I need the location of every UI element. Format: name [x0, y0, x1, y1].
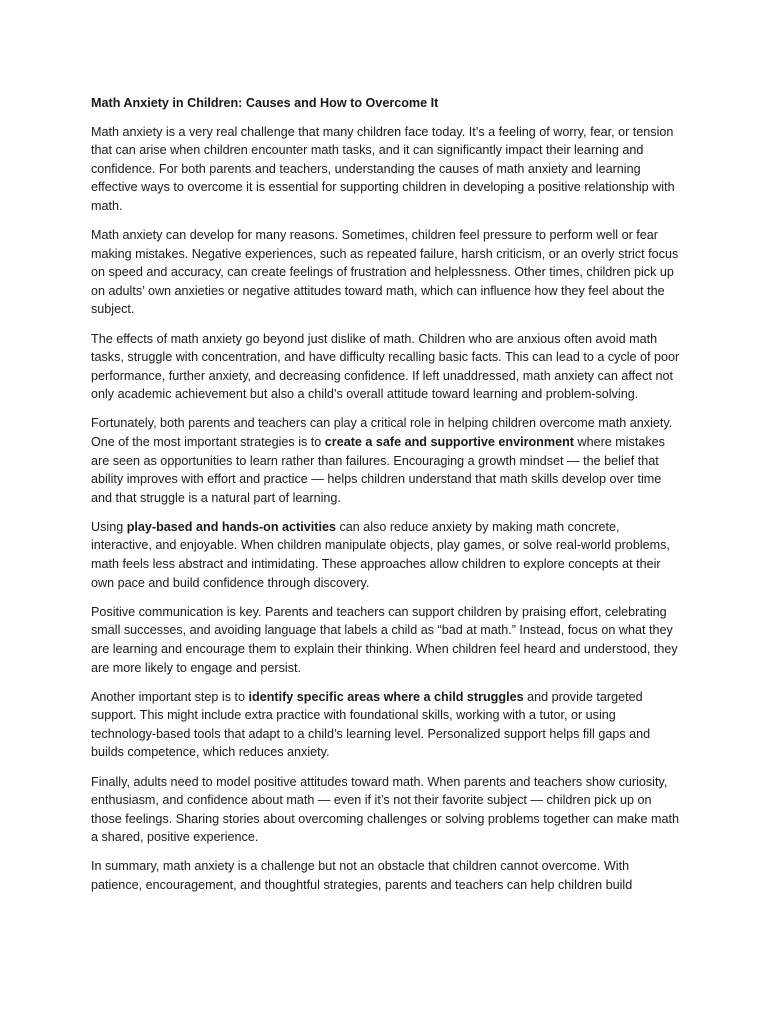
paragraph-text: where mistakes are seen as opportunities to learn rather than failures. Encouraging a growth mindset — the belief that ability improves with effort and practice — helps children understand that math skills develop over time and that struggle is a natural part of learning.: [91, 435, 665, 505]
paragraph-text: can also reduce anxiety by making math concrete, interactive, and enjoyable. When children manipulate objects, play games, or solve real-world problems, math feels less abstract and intimidating. These approaches allow children to explore concepts at their own pace and build confidence through discovery.: [91, 519, 670, 590]
paragraph-text: Math anxiety is a very real challenge that many children face today. It’s a feeling of worry, fear, or tension that can arise when children encounter math tasks, and it can significantly impact their learning and confidence. For both parents and teachers, understanding the causes of math anxiety and learning effective ways to overcome it is essential for supporting children in developing a positive relationship with math.: [91, 124, 675, 213]
paragraph-summary: [91, 857, 681, 894]
document-title: Math Anxiety in Children: Causes and How to Overcome It: [91, 96, 439, 110]
paragraph-text: Finally, adults need to model positive attitudes toward math. When parents and teachers show curiosity, enthusiasm, and confidence about math — even if it’s not their favorite subject — children pick up on those feelings. Sharing stories about overcoming challenges or solving problems together can make math a shared, positive experience.: [91, 774, 680, 845]
paragraph-text: Using: [91, 519, 127, 534]
paragraph-text: Math anxiety can develop for many reasons. Sometimes, children feel pressure to perform well or fear making mistakes. Negative experiences, such as repeated failure, harsh criticism, or an overly strict focus on speed and accuracy, can create feelings of frustration and helplessness. Other times, children pick up on adults’ own anxieties or negative attitudes toward math, which can influence how they feel about the subject.: [91, 228, 679, 317]
paragraph-emphasis: create a safe and supportive environment: [324, 435, 574, 449]
paragraph-identify-struggles: [91, 688, 681, 762]
paragraph-emphasis: identify specific areas where a child struggles: [248, 689, 524, 704]
paragraph-effects: [91, 330, 681, 404]
paragraph-text: In summary, math anxiety is a challenge but not an obstacle that children cannot overcome. With patience, encouragement, and thoughtful strategies, parents and teachers can help children build: [91, 859, 633, 892]
paragraph-intro: [91, 123, 681, 216]
paragraph-text: The effects of math anxiety go beyond just dislike of math. Children who are anxious often avoid math tasks, struggle with concentration, and have difficulty recalling basic facts. This can lead to a cycle of poor performance, further anxiety, and decreasing confidence. If left unaddressed, math anxiety can affect not only academic achievement but also a child’s overall attitude toward learning and problem-solving.: [91, 331, 680, 402]
paragraph-text: Positive communication is key. Parents and teachers can support children by praising effort, celebrating small successes, and avoiding language that labels a child as “bad at math.” Instead, focus on what they are learning and encourage them to explain their thinking. When children feel heard and understood, they are more likely to engage and persist.: [91, 604, 678, 675]
paragraph-text: and provide targeted support. This might include extra practice with foundational skills, working with a tutor, or using technology-based tools that adapt to a child’s learning level. Personalized support helps fill gaps and builds competence, which reduces anxiety.: [91, 689, 651, 760]
paragraph-text: Fortunately, both parents and teachers can play a critical role in helping children overcome math anxiety. One of the most important strategies is to: [91, 416, 673, 449]
paragraph-causes: [91, 226, 681, 319]
paragraph-safe-environment: [91, 414, 681, 507]
paragraph-play-based: [91, 518, 681, 592]
paragraph-emphasis: play-based and hands-on activities: [126, 519, 336, 534]
paragraph-model-attitudes: [91, 773, 681, 847]
paragraph-text: Another important step is to: [91, 689, 249, 704]
paragraph-communication: [91, 603, 681, 677]
document-page: [91, 94, 681, 905]
